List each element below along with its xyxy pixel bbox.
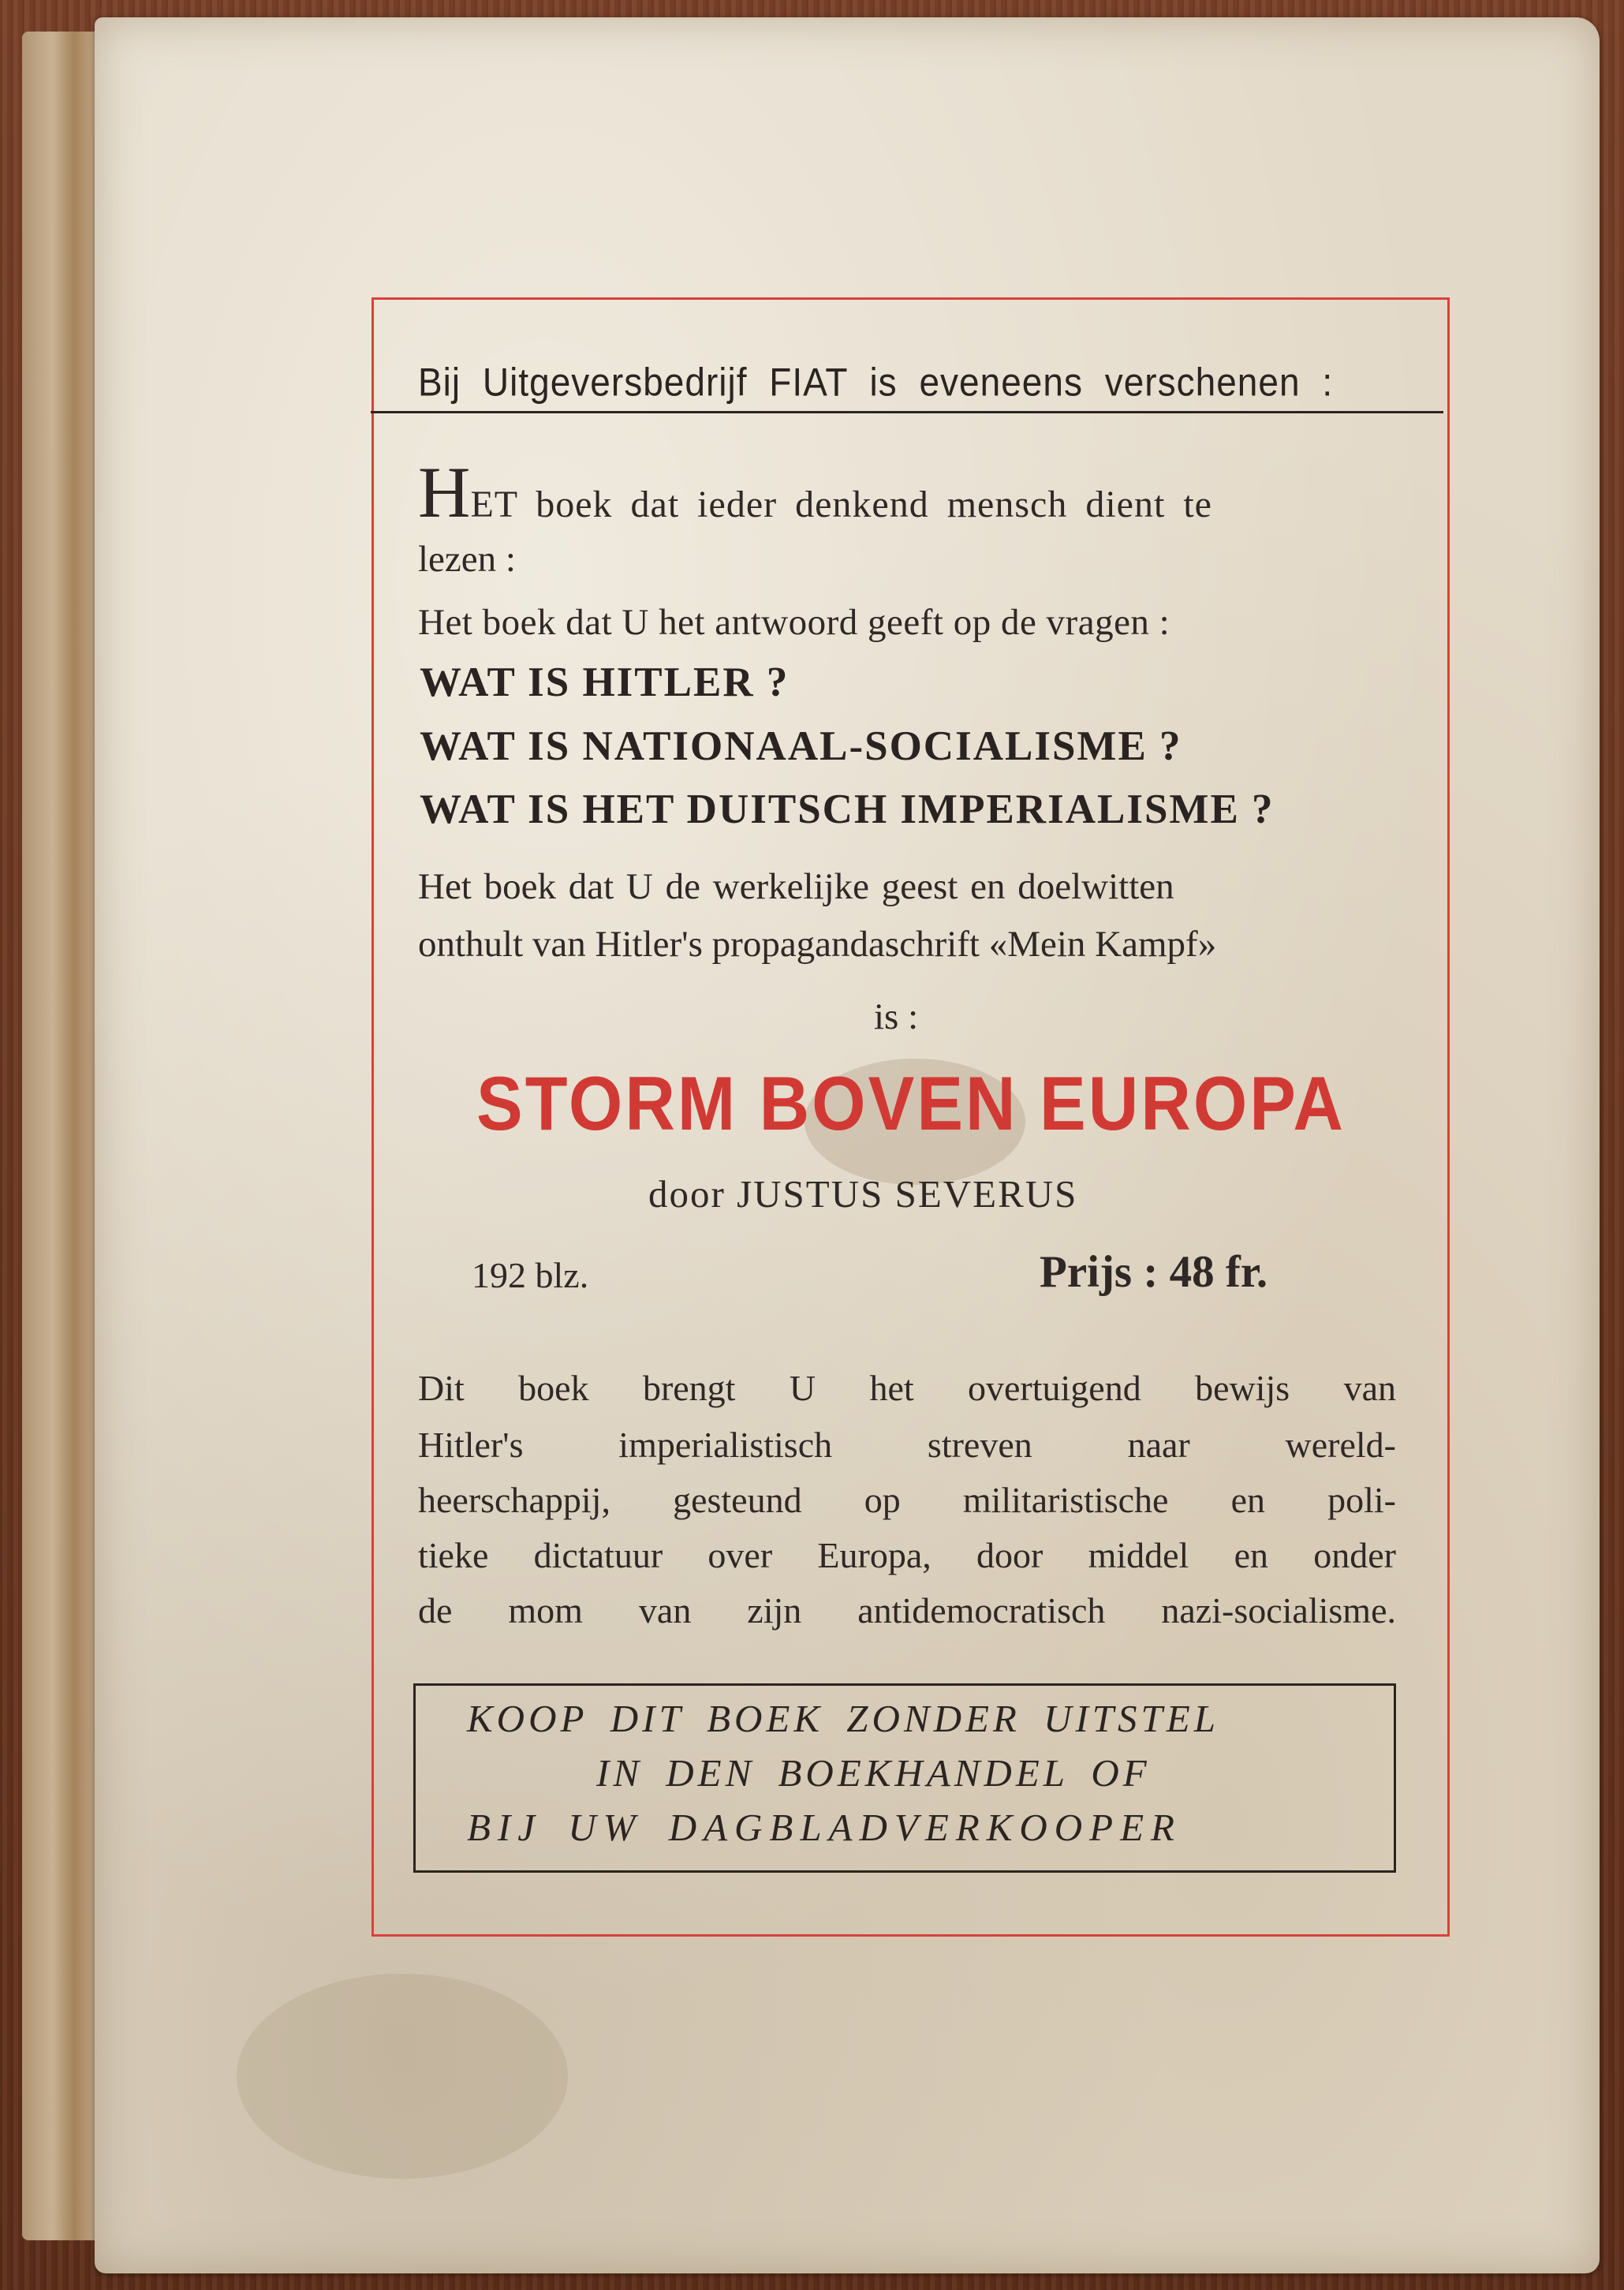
cta-line-3: BIJ UW DAGBLADVERKOOPER <box>467 1806 1182 1849</box>
cta-line-2: IN DEN BOEKHANDEL OF <box>596 1751 1151 1795</box>
page-count: 192 blz. <box>472 1255 589 1295</box>
intro-line-2: lezen : <box>418 539 516 580</box>
question-2: WAT IS NATIONAAL-SOCIALISME ? <box>420 723 1182 769</box>
book-author: door JUSTUS SEVERUS <box>648 1172 1078 1216</box>
reveal-line-1: Het boek dat U de werkelijke geest en doelwitten <box>418 866 1174 907</box>
intro-line-1: HET boek dat ieder denkend mensch dient te <box>418 452 1212 532</box>
intro-line-3: Het boek dat U het antwoord geeft op de vragen : <box>418 602 1170 643</box>
book-price: Prijs : 48 fr. <box>1040 1247 1268 1297</box>
publisher-header: Bij Uitgeversbedrijf FIAT is eveneens verschenen : <box>418 360 1334 405</box>
drop-cap: H <box>418 452 471 532</box>
description-line-4: tieke dictatuur over Europa, door middel en onder <box>418 1535 1396 1575</box>
paper-stain <box>237 1974 568 2179</box>
header-rule <box>371 411 1443 413</box>
description-line-2: Hitler's imperialistisch streven naar wereld- <box>418 1425 1396 1465</box>
question-3: WAT IS HET DUITSCH IMPERIALISME ? <box>420 786 1275 832</box>
description-line-3: heerschappij, gesteund op militaristische en poli- <box>418 1480 1396 1520</box>
reveal-line-2: onthult van Hitler's propagandaschrift «Mein Kampf» <box>418 924 1217 965</box>
reveal-is: is : <box>874 996 919 1037</box>
book-title: STORM BOVEN EUROPA <box>476 1060 1346 1146</box>
cta-line-1: KOOP DIT BOEK ZONDER UITSTEL <box>467 1697 1219 1740</box>
description-line-1: Dit boek brengt U het overtuigend bewijs van <box>418 1368 1396 1408</box>
description-line-5: de mom van zijn antidemocratisch nazi-socialisme. <box>418 1590 1396 1631</box>
question-1: WAT IS HITLER ? <box>420 659 790 705</box>
